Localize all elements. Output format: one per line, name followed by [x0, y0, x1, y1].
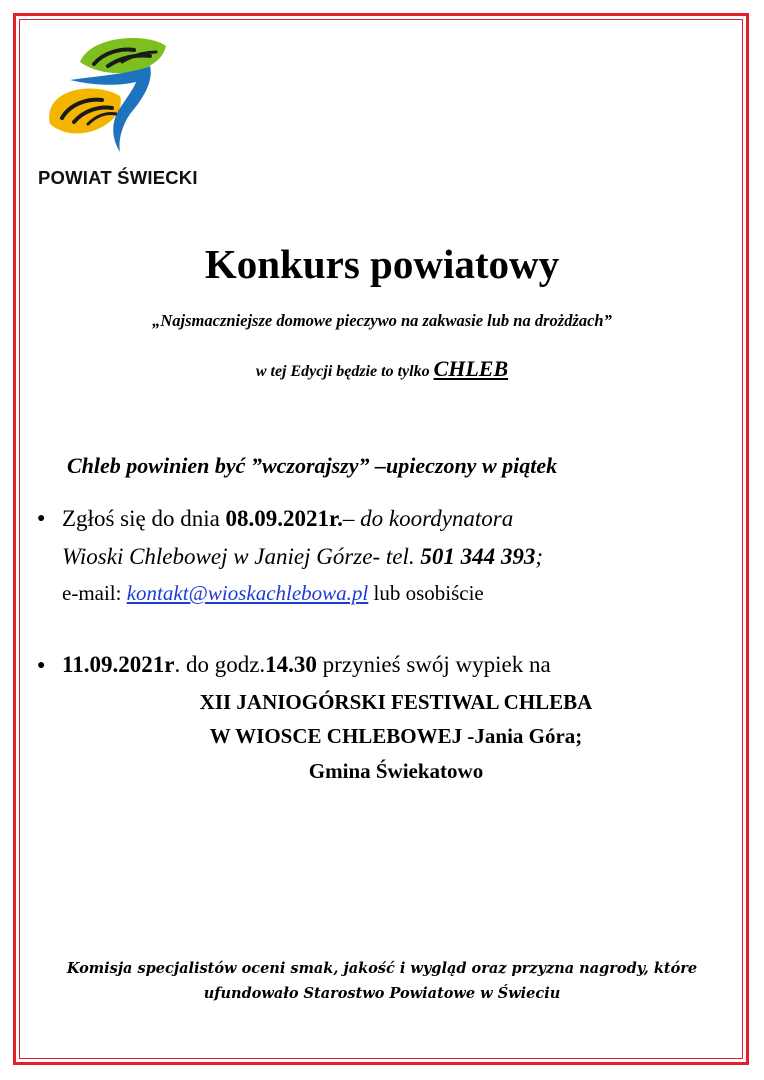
email-label: e-mail:	[62, 581, 127, 605]
item1-date: 08.09.2021r.	[225, 506, 343, 531]
item1-line1	[62, 506, 513, 532]
email-suffix: lub osobiście	[368, 581, 484, 605]
item1-phone: 501 344 393	[420, 544, 536, 569]
item1-semicolon: ;	[535, 544, 544, 569]
item2-time: 14.30	[265, 652, 317, 677]
edition-note	[0, 356, 764, 382]
edition-prefix: w tej Edycji będzie to tylko	[255, 363, 434, 380]
footer-line-2: ufundowało Starostwo Powiatowe w Świeciu	[203, 985, 561, 1002]
powiat-logo	[38, 30, 198, 192]
item1-line2	[62, 544, 543, 570]
festival-line-1: XII JANIOGÓRSKI FESTIWAL CHLEBA	[199, 690, 593, 714]
logo-text: POWIAT ŚWIECKI	[38, 167, 198, 188]
item1-prefix: Zgłoś się do dnia	[62, 506, 226, 531]
bullet-icon: ●	[37, 511, 46, 526]
item2-date: 11.09.2021r	[62, 652, 175, 677]
edition-highlight: CHLEB	[433, 356, 509, 381]
email-link[interactable]: kontakt@wioskachlebowa.pl	[126, 581, 369, 605]
item1-line3	[62, 581, 484, 606]
item2-line1	[62, 652, 551, 678]
item1-coordinator: Wioski Chlebowej w Janiej Górze- tel.	[62, 544, 421, 569]
festival-line-2: W WIOSCE CHLEBOWEJ -Jania Góra;	[209, 724, 583, 748]
bullet-icon: ●	[37, 658, 46, 673]
item2-text1: . do godz.	[174, 652, 266, 677]
item2-text2: przynieś swój wypiek na	[316, 652, 551, 677]
festival-line-3: Gmina Świekatowo	[308, 759, 484, 783]
footer-line-1: Komisja specjalistów oceni smak, jakość i wygląd oraz przyzna nagrody, które	[66, 960, 698, 977]
bread-requirement: Chleb powinien być ”wczorajszy” –upieczony w piątek	[67, 453, 558, 478]
contest-subtitle: „Najsmaczniejsze domowe pieczywo na zakwasie lub na drożdżach”	[152, 311, 612, 330]
item1-suffix: – do koordynatora	[342, 506, 514, 531]
bread-leaf-icon	[38, 30, 198, 165]
page-title: Konkurs powiatowy	[204, 241, 560, 287]
